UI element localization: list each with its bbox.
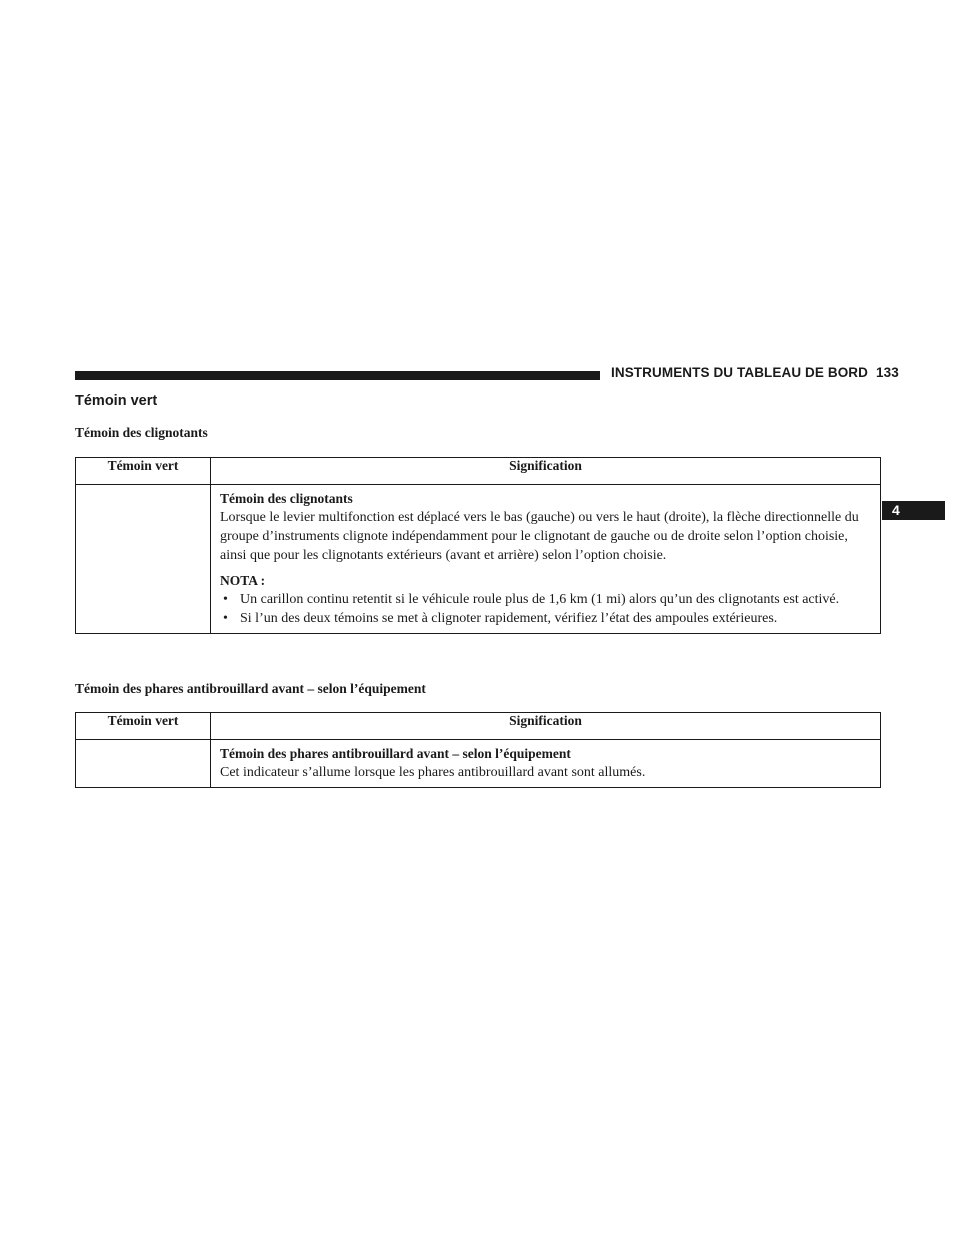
meaning-cell (211, 740, 881, 788)
indicator-icon-cell (76, 485, 211, 634)
row-text: Lorsque le levier multifonction est déplacé vers le bas (gauche) ou vers le haut (droite), la flèche directionnelle du groupe d’instruments clignote indépendamment pour le clignotant de gauche ou de droite selon l’option choisie, ainsi que pour les clignotants extérieurs (avant et arrière) selon l’option choisie. (220, 510, 859, 563)
meaning-cell (211, 485, 881, 634)
col-header-indicator: Témoin vert (76, 458, 211, 485)
list-item: • Un carillon continu retentit si le véhicule roule plus de 1,6 km (1 mi) alors qu’un des clignotants est activé. (223, 592, 840, 607)
list-item: • Si l’un des deux témoins se met à clignoter rapidement, vérifiez l’état des ampoules extérieures. (223, 611, 778, 626)
page-number: 133 (876, 365, 899, 380)
table2-subtitle: Témoin des phares antibrouillard avant – selon l’équipement (75, 681, 426, 696)
bullet-icon: • (223, 611, 228, 626)
section-title: Témoin vert (75, 393, 158, 409)
col-header-indicator: Témoin vert (76, 713, 211, 740)
table-header-row (76, 713, 881, 740)
running-header (611, 365, 899, 380)
table-header-row (76, 458, 881, 485)
bullet-icon: • (223, 592, 228, 607)
col-header-meaning: Signification (211, 713, 881, 740)
table-row (76, 740, 881, 788)
header-section-title: INSTRUMENTS DU TABLEAU DE BORD (611, 365, 868, 380)
table-row (76, 485, 881, 634)
front-fog-table (75, 712, 881, 788)
note-label: NOTA : (220, 573, 266, 588)
row-text: Cet indicateur s’allume lorsque les phares antibrouillard avant sont allumés. (220, 765, 646, 780)
indicator-icon-cell (76, 740, 211, 788)
turn-signal-table (75, 457, 881, 634)
row-title: Témoin des clignotants (220, 491, 353, 506)
table1-subtitle: Témoin des clignotants (75, 425, 208, 440)
row-title: Témoin des phares antibrouillard avant – selon l’équipement (220, 746, 571, 761)
col-header-meaning: Signification (211, 458, 881, 485)
chapter-tab: 4 (882, 501, 945, 520)
header-rule (75, 371, 600, 380)
note-list (220, 590, 872, 628)
